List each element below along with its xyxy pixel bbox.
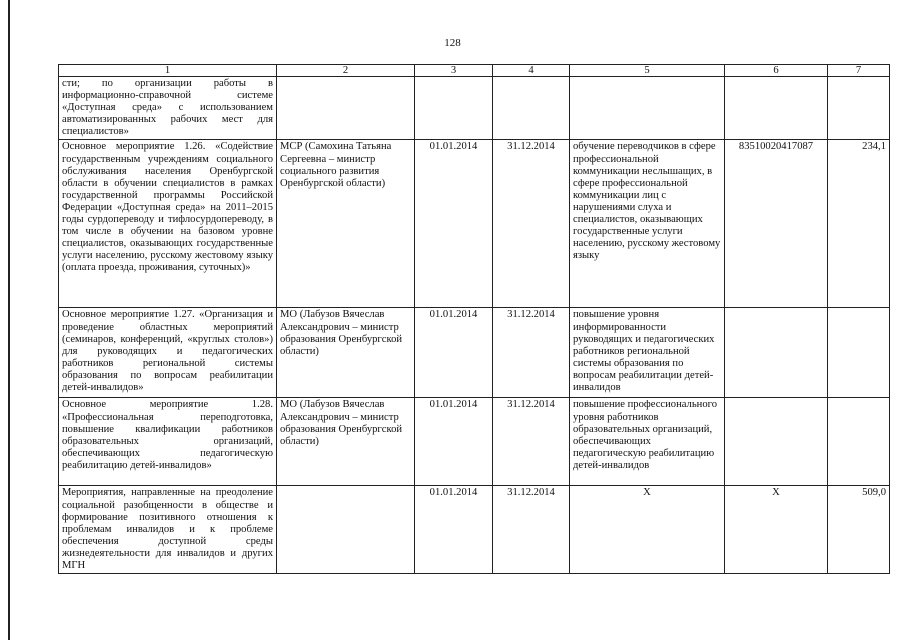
executor-cell: МО (Лабузов Вячеслав Александрович – министр образования Оренбургской области) xyxy=(277,308,415,398)
table-row xyxy=(59,486,890,574)
table-header-row xyxy=(59,65,890,77)
budget-code-cell: 83510020417087 xyxy=(725,140,828,308)
table-row xyxy=(59,398,890,486)
column-header: 6 xyxy=(725,65,828,77)
result-cell xyxy=(570,77,725,140)
amount-cell xyxy=(828,77,890,140)
table-row xyxy=(59,140,890,308)
amount-cell: 509,0 xyxy=(828,486,890,574)
end-date-cell: 31.12.2014 xyxy=(493,398,570,486)
column-header: 7 xyxy=(828,65,890,77)
activity-cell: Мероприятия, направленные на преодоление социальной разобщенности в обществе и формирование позитивного отношения к проблемам инвалидов и к проблеме обеспечения доступной среды жизнедеятельности для инвалидов и других МГН xyxy=(59,486,277,574)
result-cell: повышение профессионального уровня работников образовательных организаций, обеспечивающих педагогическую реабилитацию детей-инвалидов xyxy=(570,398,725,486)
column-header: 2 xyxy=(277,65,415,77)
result-cell: обучение переводчиков в сфере профессиональной коммуникации неслышащих, в сфере профессиональной коммуникации лиц с нарушениями слуха и специалистов, оказывающих государственные услуги населению, русскому жестовому языку xyxy=(570,140,725,308)
amount-cell xyxy=(828,398,890,486)
column-header: 1 xyxy=(59,65,277,77)
activity-cell: Основное мероприятие 1.28. «Профессиональная переподготовка, повышение квалификации работников образовательных организаций, обеспечивающих педагогическую реабилитацию детей-инвалидов» xyxy=(59,398,277,486)
budget-code-cell xyxy=(725,398,828,486)
executor-cell: МО (Лабузов Вячеслав Александрович – министр образования Оренбургской области) xyxy=(277,398,415,486)
table-row xyxy=(59,77,890,140)
result-cell: X xyxy=(570,486,725,574)
start-date-cell: 01.01.2014 xyxy=(415,486,493,574)
end-date-cell: 31.12.2014 xyxy=(493,140,570,308)
budget-code-cell: X xyxy=(725,486,828,574)
result-cell: повышение уровня информированности руководящих и педагогических работников региональной системы образования по вопросам реабилитации детей-инвалидов xyxy=(570,308,725,398)
page-number: 128 xyxy=(444,37,461,49)
table-row xyxy=(59,308,890,398)
start-date-cell: 01.01.2014 xyxy=(415,398,493,486)
end-date-cell: 31.12.2014 xyxy=(493,308,570,398)
start-date-cell: 01.01.2014 xyxy=(415,308,493,398)
start-date-cell xyxy=(415,77,493,140)
activity-cell: Основное мероприятие 1.26. «Содействие государственным учреждениям социального обслуживания населения Оренбургской области в обучении специалистов в рамках государственной программы Российской Федерации «Доступная среда» на 2011–2015 годы сурдопереводу и тифлосурдопереводу, в том числе в обучении на базовом уровне специалистов, оказывающих государственные услуги населению, русскому жестовому языку (оплата проезда, проживания, суточных)» xyxy=(59,140,277,308)
amount-cell xyxy=(828,308,890,398)
program-table xyxy=(58,64,890,574)
column-header: 3 xyxy=(415,65,493,77)
budget-code-cell xyxy=(725,308,828,398)
activity-cell: сти; по организации работы в информационно-справочной системе «Доступная среда» с использованием автоматизированных рабочих мест для специалистов» xyxy=(59,77,277,140)
executor-cell: МСР (Самохина Татьяна Сергеевна – министр социального развития Оренбургской области) xyxy=(277,140,415,308)
budget-code-cell xyxy=(725,77,828,140)
amount-cell: 234,1 xyxy=(828,140,890,308)
executor-cell xyxy=(277,77,415,140)
column-header: 5 xyxy=(570,65,725,77)
end-date-cell: 31.12.2014 xyxy=(493,486,570,574)
executor-cell xyxy=(277,486,415,574)
end-date-cell xyxy=(493,77,570,140)
start-date-cell: 01.01.2014 xyxy=(415,140,493,308)
page-edge-line xyxy=(8,0,10,640)
activity-cell: Основное мероприятие 1.27. «Организация и проведение областных мероприятий (семинаров, конференций, «круглых столов») для руководящих и педагогических работников региональной системы образования по вопросам реабилитации детей-инвалидов» xyxy=(59,308,277,398)
column-header: 4 xyxy=(493,65,570,77)
